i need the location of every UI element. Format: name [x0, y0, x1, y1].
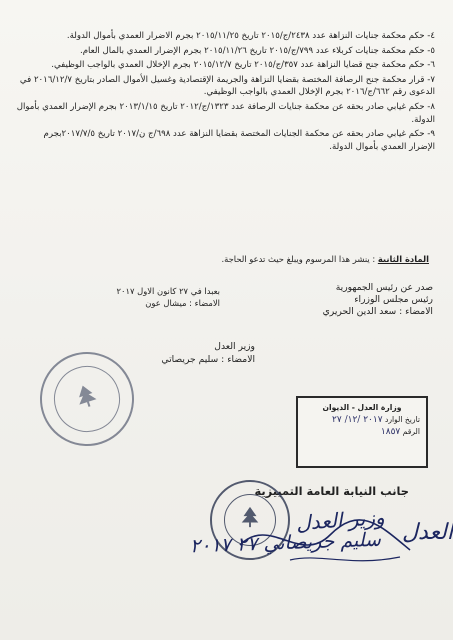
registry-date-row	[304, 414, 420, 426]
verdict-list	[15, 30, 435, 155]
issued-by-line: صدر عن رئيس الجمهورية	[335, 282, 433, 293]
president-signature-line: الامضاء : ميشال عون	[145, 298, 220, 308]
registry-title: وزارة العدل - الديوان	[322, 403, 402, 412]
registry-stamp-box	[296, 396, 428, 468]
signature-scribble	[230, 505, 420, 575]
article-heading: المادة الثانية	[377, 254, 429, 264]
addressee-title: جانب النيابة العامة التمييزية	[254, 484, 409, 498]
verdict-item: ٩- حكم غيابي صادر بحقه عن محكمة الجنايات المختصة بقضايا النزاهة عدد ٦٩٨/ج ن/٢٠١٧ تاريخ ٢٠١٧/٧/٥بجرم الإضرار العمدي بأموال الدولة.	[43, 129, 435, 152]
article-two	[29, 254, 429, 264]
place-date-line: بعبدا في ٢٧ كانون الاول ٢٠١٧	[116, 286, 220, 296]
verdict-item: ٦- حكم محكمة جنح قضايا النزاهة عدد ٣٥٧/ج/٢٠١٥ تاريخ ٢٠١٥/١٢/٧ بجرم الإخلال العمدي بالواجب الوظيفي.	[51, 60, 435, 71]
registry-number-label: الرقم	[402, 427, 420, 436]
verdict-item: ٤- حكم محكمة جنايات النزاهة عدد ٢٤٣٨/ج/٢٠١٥ تاريخ ٢٠١٥/١١/٢٥ بجرم الاضرار العمدي بأموال الدولة.	[66, 31, 435, 41]
handwritten-minister-title: وزير العدل	[295, 504, 386, 536]
handwritten-mark: العدل	[402, 520, 453, 545]
republic-stamp	[28, 340, 146, 458]
justice-title-line: وزير العدل	[214, 341, 255, 352]
pm-title-line: رئيس مجلس الوزراء	[354, 294, 433, 305]
pm-signature-line: الامضاء : سعد الدين الحريري	[322, 306, 433, 317]
handwritten-date: ٢٧ ٢٠١٧	[189, 532, 258, 558]
handwritten-name: سليم جريصاتي	[262, 528, 382, 555]
signature-block-president	[70, 285, 220, 309]
verdict-item: ٨- حكم غيابي صادر بحقه عن محكمة جنايات الرصافة عدد ١٣٢٣/ج/٢٠١٢ تاريخ ٢٠١٣/١/١٥ بجرم الإضرار العمدي بأموال الدولة.	[16, 101, 435, 125]
registry-date-value: ٢٠١٧ /١٢/ ٢٧	[332, 415, 383, 425]
verdict-item: ٧- قرار محكمة جنح الرصافة المختصة بقضايا النزاهة والجريمة الإقتصادية وغسيل الأموال الصادر بتاريخ ٢٠١٦/١٢/٧ في الدعوى رقم ٦٦٢/ج/٢٠١٦ بجرم الإخلال العمدي بالواجب الوظيفي.	[19, 74, 435, 98]
signature-block-justice	[135, 340, 255, 366]
verdict-item: ٥- حكم محكمة جنايات كربلاء عدد ٧٩٩/ج/٢٠١٥ تاريخ ٢٠١٥/١١/٢٦ بجرم الإضرار العمدي بالمال العام.	[80, 45, 435, 56]
article-body: : ينشر هذا المرسوم ويبلغ حيث تدعو الحاجة.	[221, 254, 376, 264]
justice-signature-line: الامضاء : سليم جريصاتي	[161, 354, 255, 365]
registry-number-row	[304, 426, 420, 438]
registry-number-value: ١٨٥٧	[380, 427, 401, 437]
registry-date-label: تاريخ الوارد	[384, 415, 420, 424]
signature-block-pm	[233, 282, 433, 318]
